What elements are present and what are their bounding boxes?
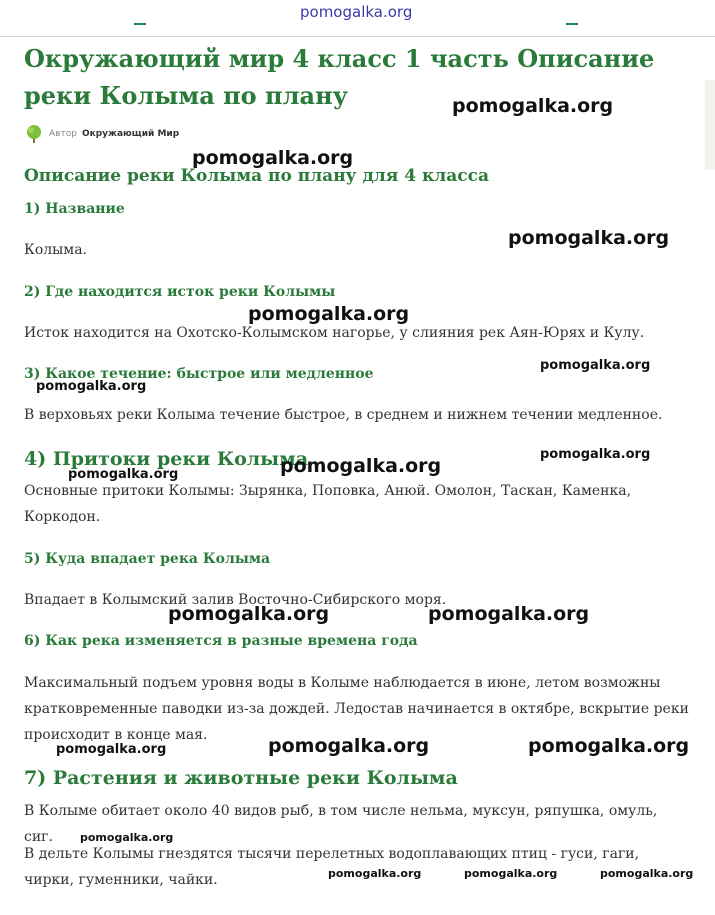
section-2-heading: 2) Где находится исток реки Колымы: [24, 284, 336, 300]
section-3-heading: 3) Какое течение: быстрое или медленное: [24, 366, 374, 382]
watermark: pomogalka.org: [248, 303, 410, 325]
section-6-text: Максимальный подъем уровня воды в Колыме наблюдается в июне, летом возможны кратковременные паводки из-за дождей. Ледостав начинается в октябре, вскрытие реки происходит в конце мая.: [24, 675, 689, 743]
divider: [566, 23, 578, 25]
watermark: pomogalka.org: [428, 603, 590, 625]
section-5-text: Впадает в Колымский залив Восточно-Сибирского моря.: [24, 592, 447, 608]
section-1-heading: 1) Название: [24, 201, 125, 217]
watermark: pomogalka.org: [452, 95, 614, 117]
section-5-heading: 5) Куда впадает река Колыма: [24, 551, 271, 567]
author-name[interactable]: Окружающий Мир: [81, 129, 180, 139]
section-4-text: Основные притоки Колымы: Зырянка, Поповка, Анюй. Омолон, Таскан, Каменка, Коркодон.: [24, 483, 632, 525]
section-4-heading: 4) Притоки реки Колыма: [24, 448, 309, 470]
watermark: pomogalka.org: [268, 735, 430, 757]
divider: [134, 23, 146, 25]
watermark: pomogalka.org: [328, 867, 422, 880]
section-1-text: Колыма.: [24, 242, 87, 258]
watermark: pomogalka.org: [464, 867, 558, 880]
section-heading: Описание реки Колыма по плану для 4 класса: [24, 166, 489, 186]
section-3-text: В верховьях реки Колыма течение быстрое, в среднем и нижнем течении медленное.: [24, 407, 663, 423]
watermark: pomogalka.org: [168, 603, 330, 625]
watermark: pomogalka.org: [192, 147, 354, 169]
site-name[interactable]: pomogalka.org: [300, 3, 413, 21]
author-prefix: Автор: [49, 129, 77, 139]
section-6-heading: 6) Как река изменяется в разные времена года: [24, 633, 418, 649]
section-7-text: В Колыме обитает около 40 видов рыб, в том числе нельма, муксун, ряпушка, омуль, сиг.: [24, 803, 658, 845]
tree-icon: [24, 124, 44, 144]
watermark: pomogalka.org: [540, 447, 651, 462]
watermark: pomogalka.org: [600, 867, 694, 880]
watermark: pomogalka.org: [540, 358, 651, 373]
sidebar-edge: [705, 80, 715, 170]
watermark: pomogalka.org: [80, 831, 174, 844]
watermark: pomogalka.org: [508, 227, 670, 249]
watermark: pomogalka.org: [36, 379, 147, 394]
article-title: Окружающий мир 4 класс 1 часть Описание реки Колыма по плану: [24, 44, 655, 110]
watermark: pomogalka.org: [528, 735, 690, 757]
section-7-text-2: В дельте Колымы гнездятся тысячи перелетных водоплавающих птиц - гуси, гаги, чирки, гуменники, чайки.: [24, 846, 640, 888]
watermark: pomogalka.org: [56, 742, 167, 757]
author-line: [24, 124, 179, 144]
section-7-heading: 7) Растения и животные реки Колыма: [24, 767, 458, 789]
top-bar: [0, 0, 715, 37]
watermark: pomogalka.org: [68, 467, 179, 482]
watermark: pomogalka.org: [280, 455, 442, 477]
section-2-text: Исток находится на Охотско-Колымском нагорье, у слияния рек Аян-Юрях и Кулу.: [24, 325, 645, 341]
